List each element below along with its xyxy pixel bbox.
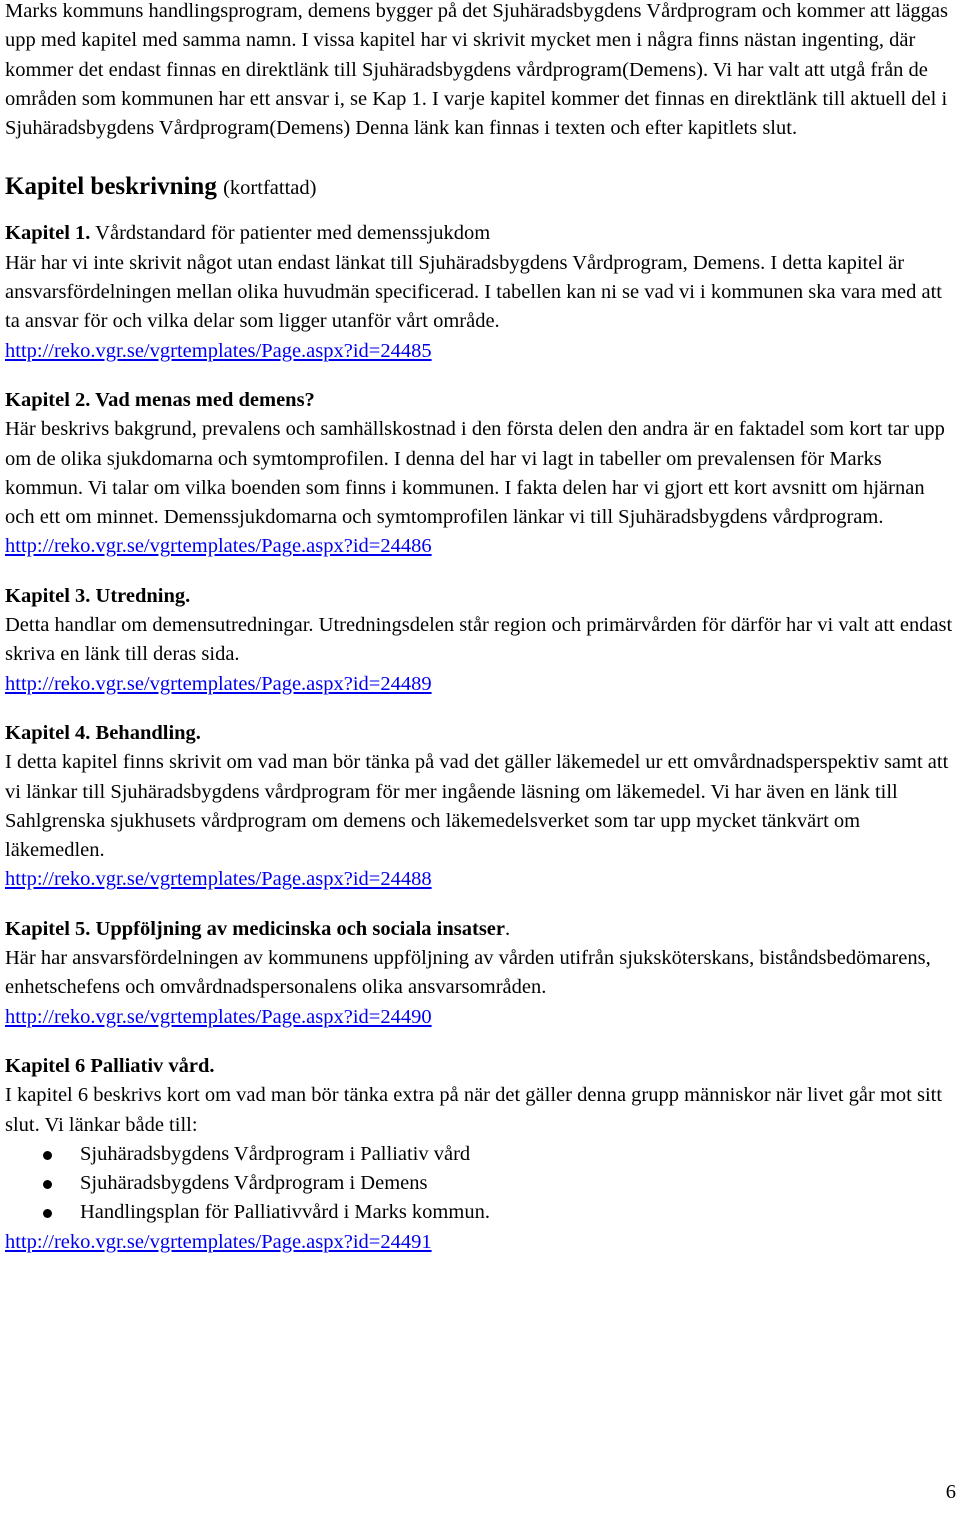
chapter-4-body: I detta kapitel finns skrivit om vad man bör tänka på vad det gäller läkemedel ur ett omvårdnadsperspektiv samt att vi länkar till Sjuhäradsbygdens vårdprogram för mer ingående läsning om läkemedel. Vi har även en länk till Sahlgrenska sjukhusets vårdprogram om demens och läkemedelsverket som tar upp mycket tänkvärt om läkemedlen. — [5, 751, 949, 862]
chapter-1-title: Kapitel 1. — [5, 222, 91, 245]
chapter-5-body: Här har ansvarsfördelningen av kommunens uppföljning av vården utifrån sjuksköterskans, biståndsbedömarens, enhetschefens och omvårdnadspersonalens olika ansvarsområden. — [5, 947, 931, 999]
chapter-6-link[interactable]: http://reko.vgr.se/vgrtemplates/Page.aspx?id=24491 — [5, 1230, 432, 1253]
list-item: Sjuhäradsbygdens Vårdprogram i Demens — [5, 1169, 955, 1198]
list-item: Handlingsplan för Palliativvård i Marks kommun. — [5, 1198, 955, 1227]
document-page — [5, 0, 955, 1257]
chapter-3-title: Kapitel 3. Utredning. — [5, 584, 191, 607]
chapter-1-heading — [5, 219, 955, 248]
chapter-1-link[interactable]: http://reko.vgr.se/vgrtemplates/Page.aspx?id=24485 — [5, 339, 432, 362]
chapter-3-link[interactable]: http://reko.vgr.se/vgrtemplates/Page.aspx?id=24489 — [5, 672, 432, 695]
chapter-1-title-rest: Vårdstandard för patienter med demenssjukdom — [90, 222, 491, 245]
chapter-4 — [5, 719, 955, 895]
page-number: 6 — [945, 1481, 956, 1503]
intro-paragraph: Marks kommuns handlingsprogram, demens bygger på det Sjuhäradsbygdens Vårdprogram och kommer att läggas upp med kapitel med samma namn. I vissa kapitel har vi skrivit mycket men i några finns nästan ingenting, där kommer det endast finnas en direktlänk till Sjuhäradsbygdens vårdprogram(Demens). Vi har valt att utgå från de områden som kommunen har ett ansvar i, se Kap 1. I varje kapitel kommer det finnas en direktlänk till aktuell del i Sjuhäradsbygdens Vårdprogram(Demens) Denna länk kan finnas i texten och efter kapitlets slut. — [5, 0, 948, 140]
chapter-1-body: Här har vi inte skrivit något utan endast länkat till Sjuhäradsbygdens Vårdprogram, Demens. I detta kapitel är ansvarsfördelningen mellan olika huvudmän specificerad. I tabellen kan ni se vad vi i kommunen ska vara med att ta ansvar för och vilka delar som ligger utanför vårt område. — [5, 251, 943, 333]
chapter-3-body: Detta handlar om demensutredningar. Utredningsdelen står region och primärvården för därför har vi valt att endast skriva en länk till deras sida. — [5, 614, 953, 666]
chapter-1 — [5, 219, 955, 365]
section-heading — [5, 170, 955, 205]
list-item: Sjuhäradsbygdens Vårdprogram i Palliativ vård — [5, 1140, 955, 1169]
chapter-6-body: I kapitel 6 beskrivs kort om vad man bör tänka extra på när det gäller denna grupp människor när livet går mot sitt slut. Vi länkar både till: — [5, 1084, 943, 1136]
chapter-6-title: Kapitel 6 Palliativ vård. — [5, 1054, 215, 1077]
chapter-4-title: Kapitel 4. Behandling. — [5, 721, 201, 744]
chapter-4-link[interactable]: http://reko.vgr.se/vgrtemplates/Page.aspx?id=24488 — [5, 868, 432, 891]
section-heading-sub: (kortfattad) — [223, 177, 317, 200]
chapter-2-body: Här beskrivs bakgrund, prevalens och samhällskostnad i den första delen den andra är en faktadel som kort tar upp om de olika sjukdomarna och symtomprofilen. I denna del har vi lagt in tabeller om prevalensen för Marks kommun. Vi talar om vilka boenden som finns i kommunen. I fakta delen har vi gjort ett kort avsnitt om hjärnan och ett om minnet. Demenssjukdomarna och symtomprofilen länkar vi till Sjuhäradsbygdens vårdprogram. — [5, 418, 945, 529]
chapter-5-link[interactable]: http://reko.vgr.se/vgrtemplates/Page.aspx?id=24490 — [5, 1005, 432, 1028]
chapter-5 — [5, 915, 955, 1032]
chapter-2-title: Kapitel 2. Vad menas med demens? — [5, 388, 315, 411]
chapter-5-title: Kapitel 5. Uppföljning av medicinska och sociala insatser — [5, 917, 506, 940]
chapter-2-link[interactable]: http://reko.vgr.se/vgrtemplates/Page.aspx?id=24486 — [5, 535, 432, 558]
chapter-5-heading — [5, 915, 955, 944]
section-heading-title: Kapitel beskrivning — [5, 173, 217, 201]
chapter-2 — [5, 386, 955, 562]
chapter-6-bullet-list — [5, 1140, 955, 1228]
chapter-5-title-rest: . — [505, 917, 511, 940]
chapter-3 — [5, 582, 955, 699]
chapter-6 — [5, 1052, 955, 1257]
